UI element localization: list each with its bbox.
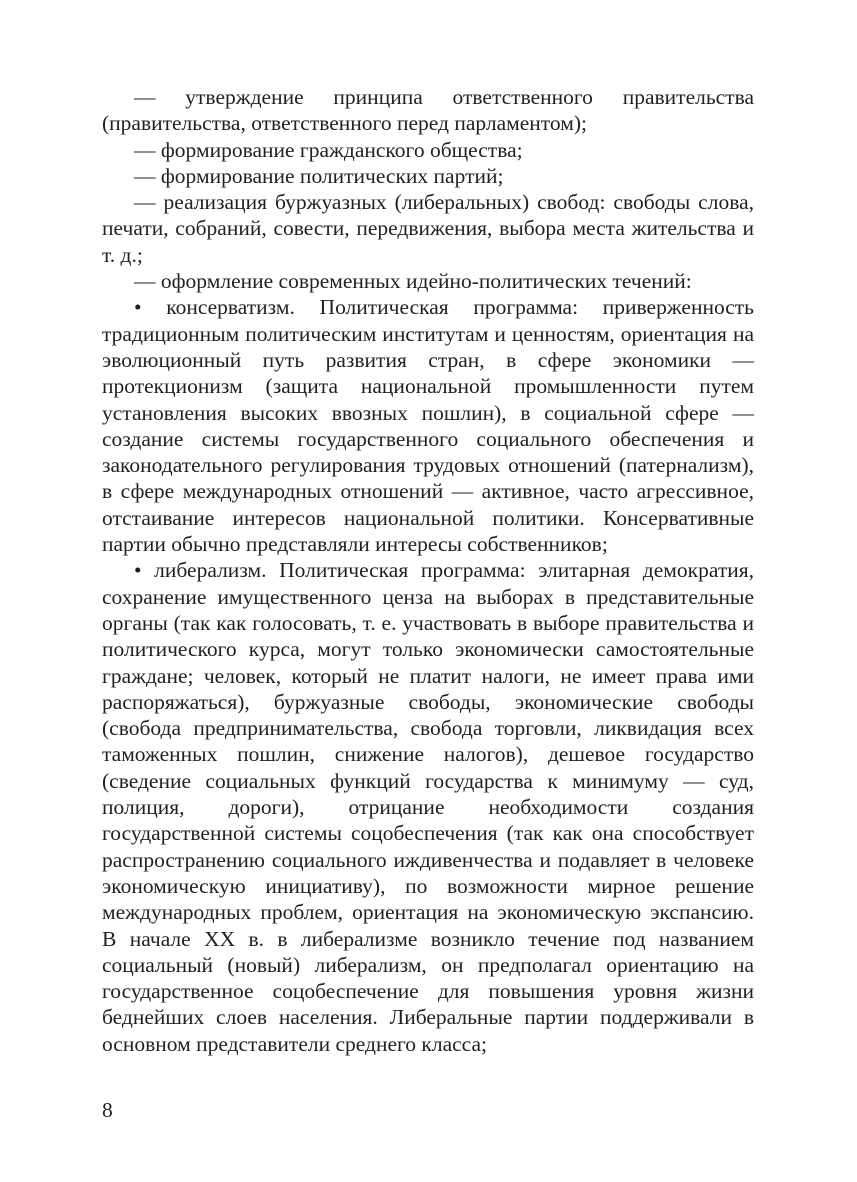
page-body bbox=[102, 84, 754, 1057]
paragraph-ideological-currents: — оформление современных идейно-политических течений: bbox=[134, 269, 692, 294]
paragraph-bourgeois-freedoms: — реализация буржуазных (либеральных) свобод: свободы слова, печати, собраний, совести, передвижения, выбора места жительства и т. д.; bbox=[102, 190, 754, 267]
paragraph-liberalism: • либерализм. Политическая программа: элитарная демократия, сохранение имущественного ценза на выборах в представительные органы (так как голосовать, т. е. участвовать в выборе правительства и политического курса, могут только экономически самостоятельные граждане; человек, который не платит налоги, не имеет права ими распоряжаться), буржуазные свободы, экономические свободы (свобода предпринимательства, свобода торговли, ликвидация всех таможенных пошлин, снижение налогов), дешевое государство (сведение социальных функций государства к минимуму — суд, полиция, дороги), отрицание необходимости создания государственной системы соцобеспечения (так как она способствует распространению социального иждивенчества и подавляет в человеке экономическую инициативу), по возможности мирное решение международных проблем, ориентация на экономическую экспансию. В начале XX в. в либерализме возникло течение под названием социальный (новый) либерализм, он предполагал ориентацию на государственное соцобеспечение для повышения уровня жизни беднейших слоев населения. Либеральные партии поддерживали в основном представители среднего класса; bbox=[102, 558, 754, 1056]
paragraph-civil-society: — формирование гражданского общества; bbox=[134, 137, 523, 162]
paragraph-political-parties: — формирование политических партий; bbox=[134, 163, 504, 188]
paragraph-responsible-government: — утверждение принципа ответственного правительства (правительства, ответственного перед парламентом); bbox=[102, 85, 754, 136]
page-number: 8 bbox=[102, 1098, 113, 1122]
paragraph-conservatism: • консерватизм. Политическая программа: приверженность традиционным политическим институтам и ценностям, ориентация на эволюционный путь развития стран, в сфере экономики — протекционизм (защита национальной промышленности путем установления высоких ввозных пошлин), в социальной сфере — создание системы государственного социального обеспечения и законодательного регулирования трудовых отношений (патернализм), в сфере международных отношений — активное, часто агрессивное, отстаивание интересов национальной политики. Консервативные партии обычно представляли интересы собственников; bbox=[102, 295, 754, 557]
